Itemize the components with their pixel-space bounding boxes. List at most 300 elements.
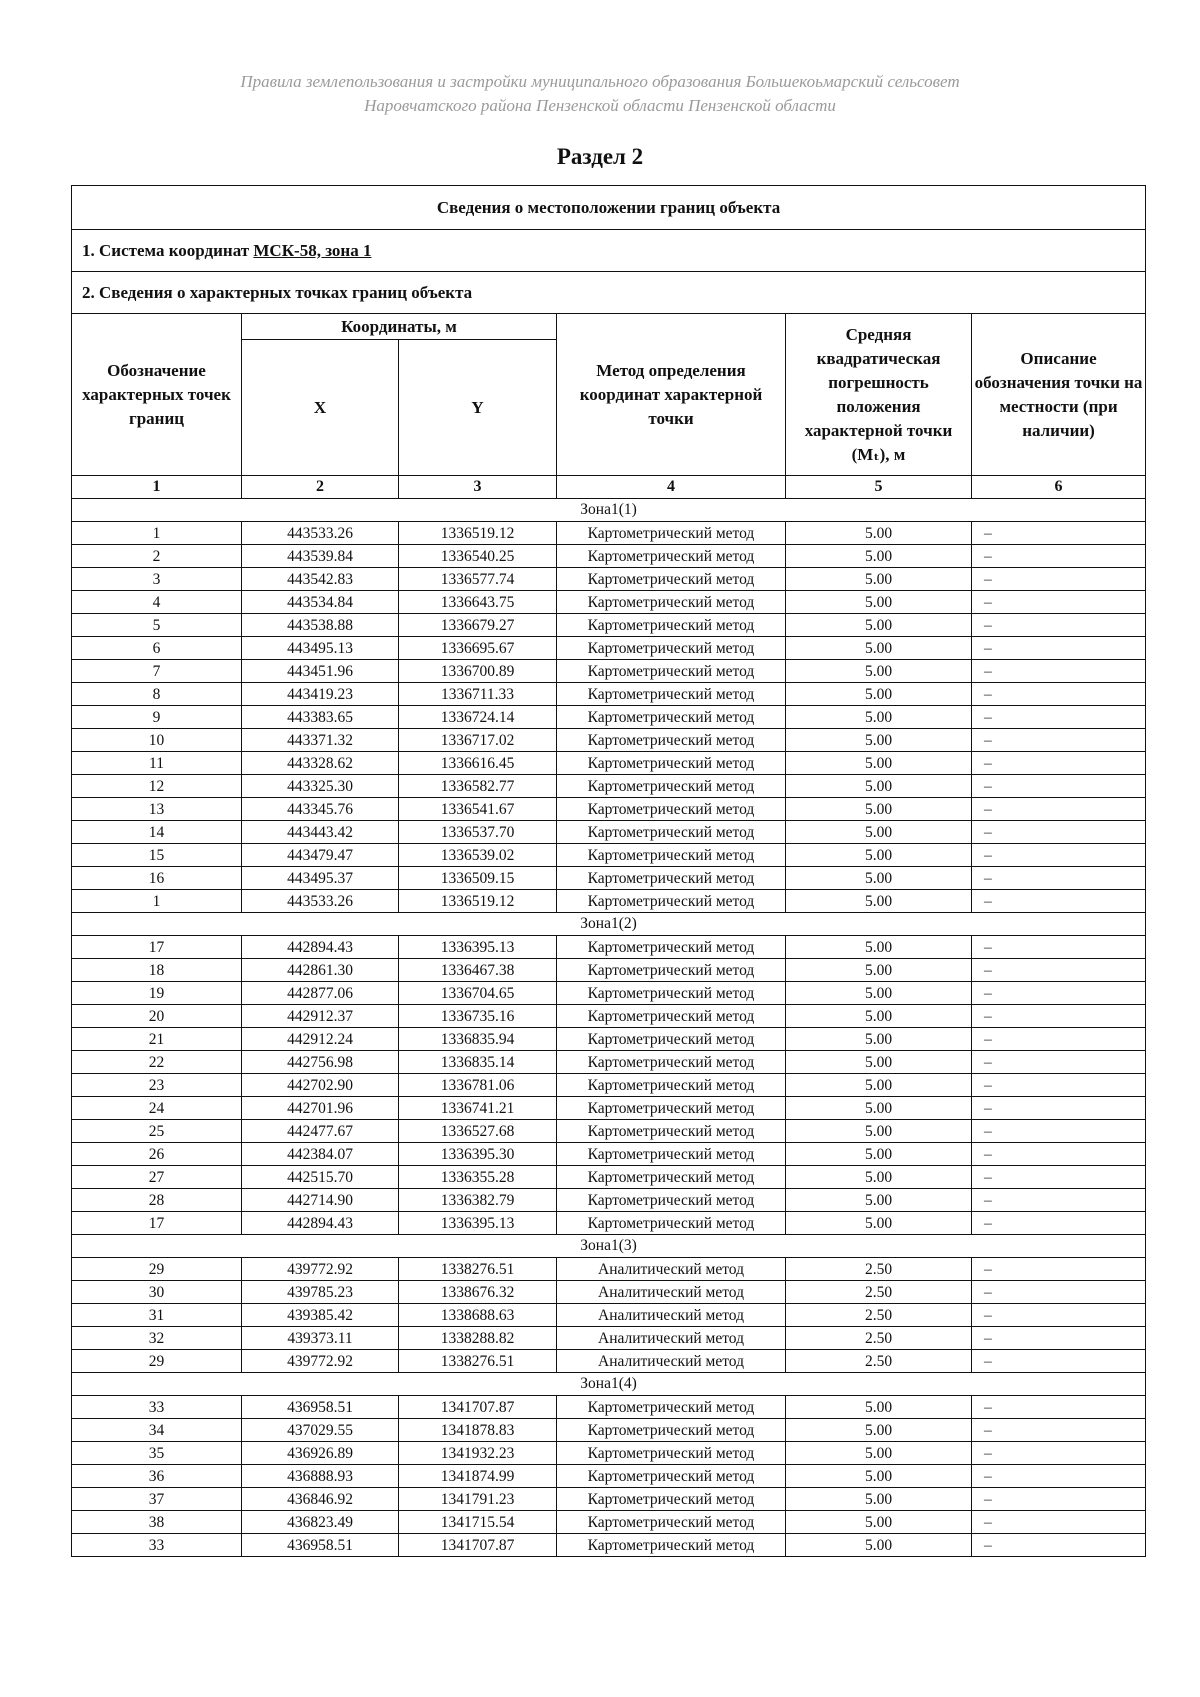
method-cell: Картометрический метод (557, 867, 786, 890)
method-cell: Аналитический метод (557, 1258, 786, 1281)
coordinate-x: 442912.24 (242, 1028, 399, 1051)
header-error: Средняя квадратическая погрешность положения характерной точки (Mₜ), м (786, 314, 972, 476)
point-number: 37 (72, 1488, 242, 1511)
point-number: 33 (72, 1534, 242, 1557)
coordinate-x: 443328.62 (242, 752, 399, 775)
coordinate-y: 1341707.87 (399, 1534, 557, 1557)
point-number: 30 (72, 1281, 242, 1304)
column-number: 5 (786, 476, 972, 499)
coordinate-y: 1336519.12 (399, 890, 557, 913)
description-cell: – (972, 867, 1146, 890)
point-number: 14 (72, 821, 242, 844)
description-cell: – (972, 1534, 1146, 1557)
description-cell: – (972, 1511, 1146, 1534)
coordinate-x: 439385.42 (242, 1304, 399, 1327)
error-cell: 5.00 (786, 1143, 972, 1166)
column-number: 1 (72, 476, 242, 499)
description-cell: – (972, 614, 1146, 637)
document-header-line-2: Наровчатского района Пензенской области Пензенской области (364, 96, 836, 115)
method-cell: Картометрический метод (557, 1051, 786, 1074)
point-number: 32 (72, 1327, 242, 1350)
table-row (72, 1166, 1146, 1189)
coordinate-x: 442384.07 (242, 1143, 399, 1166)
point-number: 18 (72, 959, 242, 982)
table-row (72, 1534, 1146, 1557)
error-cell: 5.00 (786, 591, 972, 614)
error-cell: 5.00 (786, 1511, 972, 1534)
description-cell: – (972, 1097, 1146, 1120)
method-cell: Картометрический метод (557, 706, 786, 729)
zone-label: Зона1(2) (72, 913, 1146, 936)
coordinate-y: 1336643.75 (399, 591, 557, 614)
point-number: 22 (72, 1051, 242, 1074)
error-cell: 5.00 (786, 1396, 972, 1419)
method-cell: Картометрический метод (557, 959, 786, 982)
point-number: 11 (72, 752, 242, 775)
coordinate-x: 442894.43 (242, 936, 399, 959)
header-y: Y (399, 340, 557, 476)
coordinate-x: 442515.70 (242, 1166, 399, 1189)
point-number: 19 (72, 982, 242, 1005)
zone-label: Зона1(3) (72, 1235, 1146, 1258)
point-number: 36 (72, 1465, 242, 1488)
error-cell: 5.00 (786, 660, 972, 683)
error-cell: 2.50 (786, 1304, 972, 1327)
description-cell: – (972, 1166, 1146, 1189)
table-row (72, 936, 1146, 959)
error-cell: 5.00 (786, 798, 972, 821)
method-cell: Аналитический метод (557, 1350, 786, 1373)
point-number: 16 (72, 867, 242, 890)
table-row (72, 1442, 1146, 1465)
table-row (72, 1511, 1146, 1534)
table-row (72, 775, 1146, 798)
error-cell: 5.00 (786, 706, 972, 729)
error-cell: 5.00 (786, 890, 972, 913)
method-cell: Картометрический метод (557, 844, 786, 867)
method-cell: Картометрический метод (557, 568, 786, 591)
description-cell: – (972, 1465, 1146, 1488)
table-row (72, 683, 1146, 706)
coordinate-x: 439373.11 (242, 1327, 399, 1350)
error-cell: 5.00 (786, 1534, 972, 1557)
point-number: 5 (72, 614, 242, 637)
table-row (72, 844, 1146, 867)
point-number: 27 (72, 1166, 242, 1189)
column-number: 6 (972, 476, 1146, 499)
coordinate-x: 436958.51 (242, 1534, 399, 1557)
description-cell: – (972, 821, 1146, 844)
boundary-points-table (71, 185, 1146, 1557)
coordinate-y: 1336717.02 (399, 729, 557, 752)
error-cell: 5.00 (786, 683, 972, 706)
error-cell: 5.00 (786, 982, 972, 1005)
point-number: 34 (72, 1419, 242, 1442)
coordinate-x: 436926.89 (242, 1442, 399, 1465)
description-cell: – (972, 545, 1146, 568)
error-cell: 5.00 (786, 775, 972, 798)
coordinate-x: 442477.67 (242, 1120, 399, 1143)
method-cell: Картометрический метод (557, 821, 786, 844)
coordinate-y: 1336735.16 (399, 1005, 557, 1028)
coordinate-y: 1336527.68 (399, 1120, 557, 1143)
document-header-line-1: Правила землепользования и застройки муниципального образования Большекоьмарский сельсовет (240, 72, 960, 91)
table-row (72, 1097, 1146, 1120)
point-number: 24 (72, 1097, 242, 1120)
table-row (72, 867, 1146, 890)
method-cell: Картометрический метод (557, 798, 786, 821)
error-cell: 5.00 (786, 1465, 972, 1488)
coordinate-x: 443479.47 (242, 844, 399, 867)
header-coordinates: Координаты, м (242, 314, 557, 340)
coordinate-y: 1338688.63 (399, 1304, 557, 1327)
coordinate-x: 442861.30 (242, 959, 399, 982)
coordinate-x: 443495.13 (242, 637, 399, 660)
error-cell: 5.00 (786, 936, 972, 959)
zone-label: Зона1(1) (72, 499, 1146, 522)
coordinate-system-value: МСК-58, зона 1 (253, 240, 372, 260)
coordinate-y: 1338276.51 (399, 1258, 557, 1281)
method-cell: Картометрический метод (557, 1488, 786, 1511)
coordinate-y: 1336582.77 (399, 775, 557, 798)
point-number: 10 (72, 729, 242, 752)
description-cell: – (972, 1281, 1146, 1304)
point-number: 31 (72, 1304, 242, 1327)
point-number: 1 (72, 890, 242, 913)
error-cell: 5.00 (786, 1166, 972, 1189)
table-row (72, 959, 1146, 982)
description-cell: – (972, 1258, 1146, 1281)
coordinate-y: 1341878.83 (399, 1419, 557, 1442)
header-method: Метод определения координат характерной точки (557, 314, 786, 476)
error-cell: 2.50 (786, 1350, 972, 1373)
coordinate-x: 443542.83 (242, 568, 399, 591)
description-cell: – (972, 890, 1146, 913)
coordinate-y: 1336395.30 (399, 1143, 557, 1166)
table-row (72, 1350, 1146, 1373)
table-row (72, 1005, 1146, 1028)
method-cell: Картометрический метод (557, 1120, 786, 1143)
coordinate-x: 443534.84 (242, 591, 399, 614)
coordinate-y: 1336741.21 (399, 1097, 557, 1120)
method-cell: Картометрический метод (557, 591, 786, 614)
table-row (72, 1465, 1146, 1488)
coordinate-y: 1338288.82 (399, 1327, 557, 1350)
error-cell: 2.50 (786, 1327, 972, 1350)
coordinate-x: 436823.49 (242, 1511, 399, 1534)
coordinate-x: 443533.26 (242, 890, 399, 913)
coordinate-x: 439772.92 (242, 1350, 399, 1373)
table-row (72, 591, 1146, 614)
coordinate-y: 1336679.27 (399, 614, 557, 637)
description-cell: – (972, 1028, 1146, 1051)
method-cell: Аналитический метод (557, 1304, 786, 1327)
error-cell: 5.00 (786, 545, 972, 568)
coordinate-y: 1336539.02 (399, 844, 557, 867)
description-cell: – (972, 660, 1146, 683)
point-number: 25 (72, 1120, 242, 1143)
table-row (72, 1258, 1146, 1281)
method-cell: Картометрический метод (557, 1396, 786, 1419)
method-cell: Картометрический метод (557, 660, 786, 683)
point-number: 3 (72, 568, 242, 591)
coordinate-y: 1336509.15 (399, 867, 557, 890)
coordinate-x: 436846.92 (242, 1488, 399, 1511)
error-cell: 5.00 (786, 1097, 972, 1120)
method-cell: Картометрический метод (557, 1028, 786, 1051)
coordinate-y: 1341715.54 (399, 1511, 557, 1534)
coordinate-y: 1336704.65 (399, 982, 557, 1005)
header-x: X (242, 340, 399, 476)
coordinate-x: 443383.65 (242, 706, 399, 729)
error-cell: 5.00 (786, 568, 972, 591)
error-cell: 5.00 (786, 637, 972, 660)
table-title: Сведения о местоположении границ объекта (72, 186, 1146, 230)
method-cell: Картометрический метод (557, 614, 786, 637)
point-number: 29 (72, 1258, 242, 1281)
point-number: 4 (72, 591, 242, 614)
coordinate-x: 436958.51 (242, 1396, 399, 1419)
method-cell: Аналитический метод (557, 1281, 786, 1304)
coordinate-y: 1336724.14 (399, 706, 557, 729)
description-cell: – (972, 1419, 1146, 1442)
method-cell: Картометрический метод (557, 1511, 786, 1534)
error-cell: 5.00 (786, 1028, 972, 1051)
description-cell: – (972, 775, 1146, 798)
description-cell: – (972, 1488, 1146, 1511)
description-cell: – (972, 1189, 1146, 1212)
error-cell: 5.00 (786, 1419, 972, 1442)
method-cell: Картометрический метод (557, 1143, 786, 1166)
description-cell: – (972, 637, 1146, 660)
description-cell: – (972, 1005, 1146, 1028)
description-cell: – (972, 1143, 1146, 1166)
table-row (72, 1327, 1146, 1350)
column-number: 4 (557, 476, 786, 499)
description-cell: – (972, 752, 1146, 775)
table-row (72, 1396, 1146, 1419)
point-number: 33 (72, 1396, 242, 1419)
method-cell: Картометрический метод (557, 1419, 786, 1442)
method-cell: Картометрический метод (557, 1465, 786, 1488)
error-cell: 5.00 (786, 1189, 972, 1212)
table-row (72, 1419, 1146, 1442)
table-row (72, 729, 1146, 752)
method-cell: Картометрический метод (557, 1189, 786, 1212)
error-cell: 5.00 (786, 614, 972, 637)
table-row (72, 752, 1146, 775)
table-row (72, 637, 1146, 660)
description-cell: – (972, 568, 1146, 591)
coordinate-y: 1336382.79 (399, 1189, 557, 1212)
coordinate-y: 1336781.06 (399, 1074, 557, 1097)
table-row (72, 1120, 1146, 1143)
method-cell: Картометрический метод (557, 545, 786, 568)
description-cell: – (972, 1350, 1146, 1373)
coordinate-y: 1336577.74 (399, 568, 557, 591)
coordinate-y: 1336700.89 (399, 660, 557, 683)
coordinate-x: 443495.37 (242, 867, 399, 890)
coordinate-y: 1336395.13 (399, 1212, 557, 1235)
coordinate-x: 443419.23 (242, 683, 399, 706)
method-cell: Картометрический метод (557, 1097, 786, 1120)
table-row (72, 821, 1146, 844)
description-cell: – (972, 798, 1146, 821)
column-number: 2 (242, 476, 399, 499)
coordinate-y: 1336395.13 (399, 936, 557, 959)
table-row (72, 1212, 1146, 1235)
table-row (72, 798, 1146, 821)
coordinate-y: 1336711.33 (399, 683, 557, 706)
error-cell: 5.00 (786, 1212, 972, 1235)
coordinate-x: 439772.92 (242, 1258, 399, 1281)
point-number: 13 (72, 798, 242, 821)
error-cell: 5.00 (786, 1442, 972, 1465)
table-row (72, 545, 1146, 568)
description-cell: – (972, 1120, 1146, 1143)
method-cell: Картометрический метод (557, 729, 786, 752)
coordinate-y: 1341791.23 (399, 1488, 557, 1511)
method-cell: Картометрический метод (557, 890, 786, 913)
coordinate-y: 1336835.94 (399, 1028, 557, 1051)
description-cell: – (972, 729, 1146, 752)
coordinate-y: 1336355.28 (399, 1166, 557, 1189)
point-number: 21 (72, 1028, 242, 1051)
error-cell: 5.00 (786, 1488, 972, 1511)
error-cell: 5.00 (786, 752, 972, 775)
point-number: 38 (72, 1511, 242, 1534)
column-number-row (72, 476, 1146, 499)
description-cell: – (972, 959, 1146, 982)
point-number: 6 (72, 637, 242, 660)
point-number: 8 (72, 683, 242, 706)
point-number: 1 (72, 522, 242, 545)
point-number: 29 (72, 1350, 242, 1373)
description-cell: – (972, 706, 1146, 729)
coordinate-x: 442701.96 (242, 1097, 399, 1120)
table-row (72, 522, 1146, 545)
method-cell: Картометрический метод (557, 637, 786, 660)
table-row (72, 1143, 1146, 1166)
description-cell: – (972, 1396, 1146, 1419)
zone-row (72, 1235, 1146, 1258)
point-number: 28 (72, 1189, 242, 1212)
method-cell: Картометрический метод (557, 1212, 786, 1235)
header-description: Описание обозначения точки на местности (при наличии) (972, 314, 1146, 476)
method-cell: Картометрический метод (557, 1442, 786, 1465)
point-number: 35 (72, 1442, 242, 1465)
coordinate-y: 1336835.14 (399, 1051, 557, 1074)
coordinate-y: 1336541.67 (399, 798, 557, 821)
point-number: 17 (72, 936, 242, 959)
zone-row (72, 1373, 1146, 1396)
method-cell: Аналитический метод (557, 1327, 786, 1350)
point-number: 23 (72, 1074, 242, 1097)
coordinate-y: 1338676.32 (399, 1281, 557, 1304)
method-cell: Картометрический метод (557, 936, 786, 959)
description-cell: – (972, 844, 1146, 867)
coordinate-x: 443345.76 (242, 798, 399, 821)
coordinate-y: 1336695.67 (399, 637, 557, 660)
coordinate-x: 443533.26 (242, 522, 399, 545)
table-row (72, 1189, 1146, 1212)
table-row (72, 890, 1146, 913)
table-row (72, 568, 1146, 591)
error-cell: 5.00 (786, 1005, 972, 1028)
point-number: 7 (72, 660, 242, 683)
error-cell: 5.00 (786, 1074, 972, 1097)
coordinate-x: 443371.32 (242, 729, 399, 752)
error-cell: 5.00 (786, 867, 972, 890)
coordinate-y: 1336540.25 (399, 545, 557, 568)
zone-row (72, 499, 1146, 522)
coordinate-x: 443451.96 (242, 660, 399, 683)
table-row (72, 1488, 1146, 1511)
point-number: 9 (72, 706, 242, 729)
point-number: 17 (72, 1212, 242, 1235)
method-cell: Картометрический метод (557, 1166, 786, 1189)
coordinate-y: 1336616.45 (399, 752, 557, 775)
table-row (72, 1051, 1146, 1074)
coordinate-system-row (72, 230, 1146, 272)
coordinate-x: 442756.98 (242, 1051, 399, 1074)
zone-label: Зона1(4) (72, 1373, 1146, 1396)
document-header (0, 70, 1200, 118)
description-cell: – (972, 683, 1146, 706)
coordinate-y: 1336519.12 (399, 522, 557, 545)
description-cell: – (972, 591, 1146, 614)
table-row (72, 1281, 1146, 1304)
coordinate-x: 442714.90 (242, 1189, 399, 1212)
coordinate-x: 443538.88 (242, 614, 399, 637)
coordinate-y: 1338276.51 (399, 1350, 557, 1373)
description-cell: – (972, 1212, 1146, 1235)
error-cell: 5.00 (786, 844, 972, 867)
method-cell: Картометрический метод (557, 522, 786, 545)
method-cell: Картометрический метод (557, 1074, 786, 1097)
zone-row (72, 913, 1146, 936)
coordinate-y: 1341874.99 (399, 1465, 557, 1488)
coordinate-y: 1341932.23 (399, 1442, 557, 1465)
coordinate-x: 442912.37 (242, 1005, 399, 1028)
table-row (72, 1028, 1146, 1051)
error-cell: 5.00 (786, 729, 972, 752)
points-heading: 2. Сведения о характерных точках границ объекта (72, 272, 1146, 314)
coordinate-x: 442877.06 (242, 982, 399, 1005)
coordinate-y: 1341707.87 (399, 1396, 557, 1419)
description-cell: – (972, 1074, 1146, 1097)
coordinate-x: 442894.43 (242, 1212, 399, 1235)
section-title: Раздел 2 (556, 144, 644, 169)
coordinate-x: 443539.84 (242, 545, 399, 568)
coordinate-x: 443325.30 (242, 775, 399, 798)
method-cell: Картометрический метод (557, 752, 786, 775)
coordinate-x: 439785.23 (242, 1281, 399, 1304)
table-row (72, 982, 1146, 1005)
error-cell: 5.00 (786, 1051, 972, 1074)
description-cell: – (972, 1327, 1146, 1350)
description-cell: – (972, 936, 1146, 959)
coordinate-y: 1336537.70 (399, 821, 557, 844)
coordinate-x: 436888.93 (242, 1465, 399, 1488)
method-cell: Картометрический метод (557, 1534, 786, 1557)
point-number: 12 (72, 775, 242, 798)
description-cell: – (972, 1051, 1146, 1074)
description-cell: – (972, 1442, 1146, 1465)
point-number: 2 (72, 545, 242, 568)
coordinate-x: 437029.55 (242, 1419, 399, 1442)
coordinate-y: 1336467.38 (399, 959, 557, 982)
